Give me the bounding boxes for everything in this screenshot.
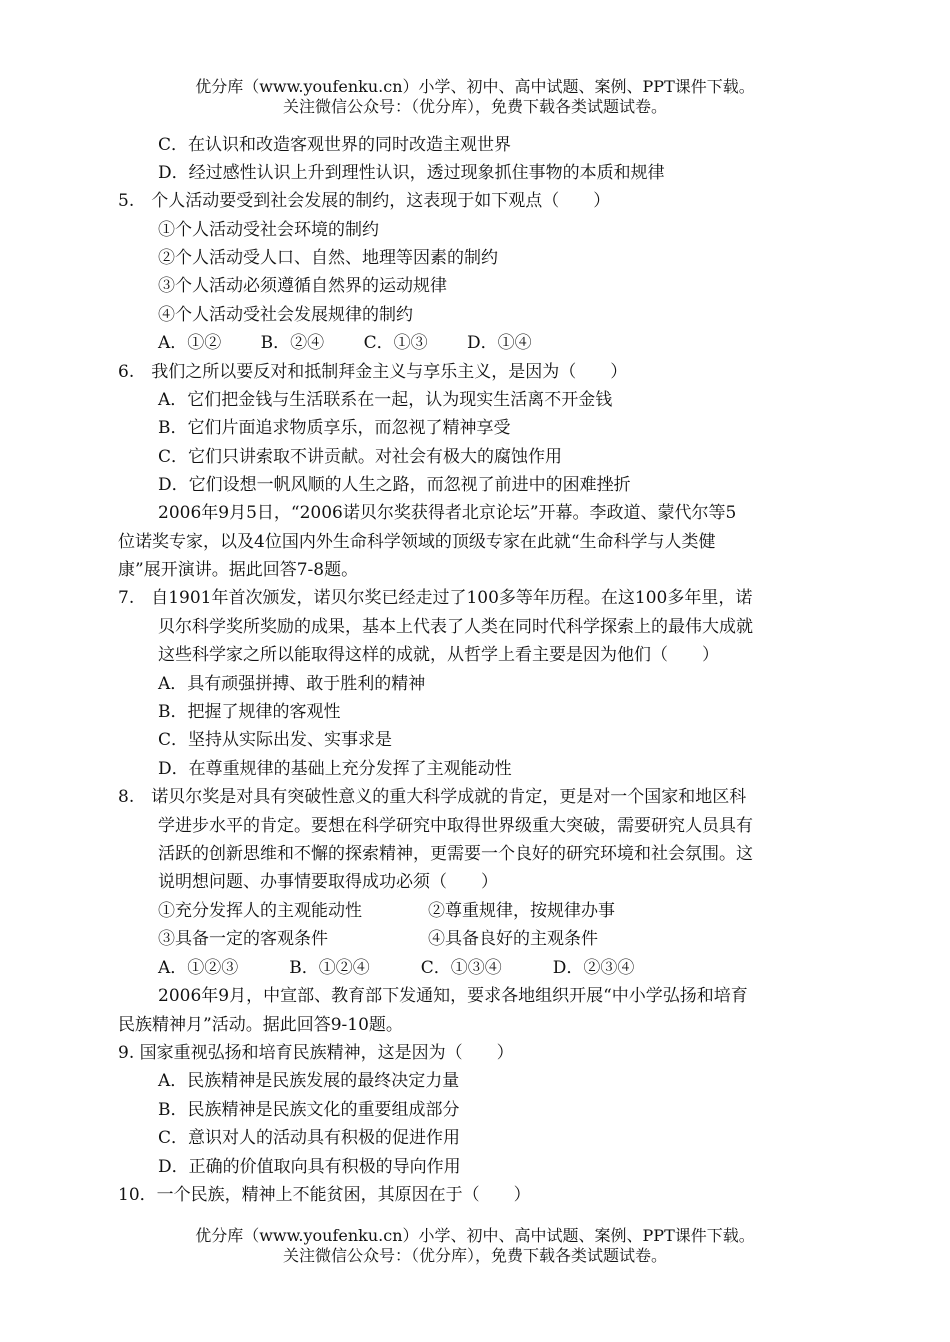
q9-option-b: B．民族精神是民族文化的重要组成部分 xyxy=(158,1100,460,1120)
q8-stem-line-1: 8. 诺贝尔奖是对具有突破性意义的重大科学成就的肯定，更是对一个国家和地区科 xyxy=(118,787,747,807)
q7-option-c: C．坚持从实际出发、实事求是 xyxy=(158,730,393,750)
q6-option-a: A．它们把金钱与生活联系在一起，认为现实生活离不开金钱 xyxy=(158,390,613,410)
q7-option-b: B．把握了规律的客观性 xyxy=(158,702,341,722)
q6-option-c: C．它们只讲索取不讲贡献。对社会有极大的腐蚀作用 xyxy=(158,447,563,467)
q7-stem-line-2: 贝尔科学奖所奖励的成果，基本上代表了人类在同时代科学探索上的最伟大成就 xyxy=(158,617,753,637)
q4-option-d: D．经过感性认识上升到理性认识，透过现象抓住事物的本质和规律 xyxy=(158,163,665,183)
passage2-line-2: 民族精神月”活动。据此回答9-10题。 xyxy=(118,1015,403,1035)
q8-stem-line-3: 活跃的创新思维和不懈的探索精神，更需要一个良好的研究环境和社会氛围。这 xyxy=(158,844,753,864)
q6-option-d: D．它们设想一帆风顺的人生之路，而忽视了前进中的困难挫折 xyxy=(158,475,631,495)
passage1-line-2: 位诺奖专家，以及4位国内外生命科学领域的顶级专家在此就“生命科学与人类健 xyxy=(118,532,716,552)
q8-options: A．①②③ B．①②④ C．①③④ D．②③④ xyxy=(158,958,635,978)
q8-statement-1: ①充分发挥人的主观能动性 xyxy=(158,901,362,921)
q7-option-a: A．具有顽强拼搏、敢于胜利的精神 xyxy=(158,674,426,694)
q9-stem: 9. 国家重视弘扬和培育民族精神，这是因为（ ） xyxy=(118,1043,514,1063)
q8-stem-line-2: 学进步水平的肯定。要想在科学研究中取得世界级重大突破，需要研究人员具有 xyxy=(158,816,753,836)
q8-stem-line-4: 说明想问题、办事情要取得成功必须（ ） xyxy=(158,872,498,892)
footer-line-2: 关注微信公众号：（优分库），免费下载各类试题试卷。 xyxy=(282,1246,667,1265)
passage1-line-1: 2006年9月5日，“2006诺贝尔奖获得者北京论坛”开幕。李政道、蒙代尔等5 xyxy=(158,503,737,523)
q6-stem: 6. 我们之所以要反对和抵制拜金主义与享乐主义，是因为（ ） xyxy=(118,362,628,382)
footer-line-1: 优分库（www.youfenku.cn）小学、初中、高中试题、案例、PPT课件下载。 xyxy=(195,1226,755,1245)
q7-option-d: D．在尊重规律的基础上充分发挥了主观能动性 xyxy=(158,759,512,779)
q9-option-c: C．意识对人的活动具有积极的促进作用 xyxy=(158,1128,461,1148)
q5-options: A．①② B．②④ C．①③ D．①④ xyxy=(158,333,532,353)
header-line-2: 关注微信公众号：（优分库），免费下载各类试题试卷。 xyxy=(282,97,667,116)
q8-statement-3: ③具备一定的客观条件 xyxy=(158,929,328,949)
q10-stem: 10．一个民族，精神上不能贫困，其原因在于（ ） xyxy=(118,1185,531,1205)
q8-statement-4: ④具备良好的主观条件 xyxy=(428,929,598,949)
q5-statement-2: ②个人活动受人口、自然、地理等因素的制约 xyxy=(158,248,498,268)
passage2-line-1: 2006年9月，中宣部、教育部下发通知，要求各地组织开展“中小学弘扬和培育 xyxy=(158,986,748,1006)
q7-stem-line-3: 这些科学家之所以能取得这样的成就，从哲学上看主要是因为他们（ ） xyxy=(158,645,719,665)
header-line-1: 优分库（www.youfenku.cn）小学、初中、高中试题、案例、PPT课件下载。 xyxy=(195,77,755,96)
q5-statement-1: ①个人活动受社会环境的制约 xyxy=(158,220,379,240)
q9-option-a: A．民族精神是民族发展的最终决定力量 xyxy=(158,1071,460,1091)
passage1-line-3: 康”展开演讲。据此回答7-8题。 xyxy=(118,560,359,580)
q6-option-b: B．它们片面追求物质享乐，而忽视了精神享受 xyxy=(158,418,511,438)
q4-option-c: C．在认识和改造客观世界的同时改造主观世界 xyxy=(158,135,512,155)
q9-option-d: D．正确的价值取向具有积极的导向作用 xyxy=(158,1157,461,1177)
q5-statement-3: ③个人活动必须遵循自然界的运动规律 xyxy=(158,276,447,296)
q5-statement-4: ④个人活动受社会发展规律的制约 xyxy=(158,305,413,325)
q7-stem-line-1: 7. 自1901年首次颁发，诺贝尔奖已经走过了100多等年历程。在这100多年里，诺 xyxy=(118,588,753,608)
q8-statement-2: ②尊重规律，按规律办事 xyxy=(428,901,615,921)
q5-stem: 5. 个人活动要受到社会发展的制约，这表现于如下观点（ ） xyxy=(118,191,611,211)
